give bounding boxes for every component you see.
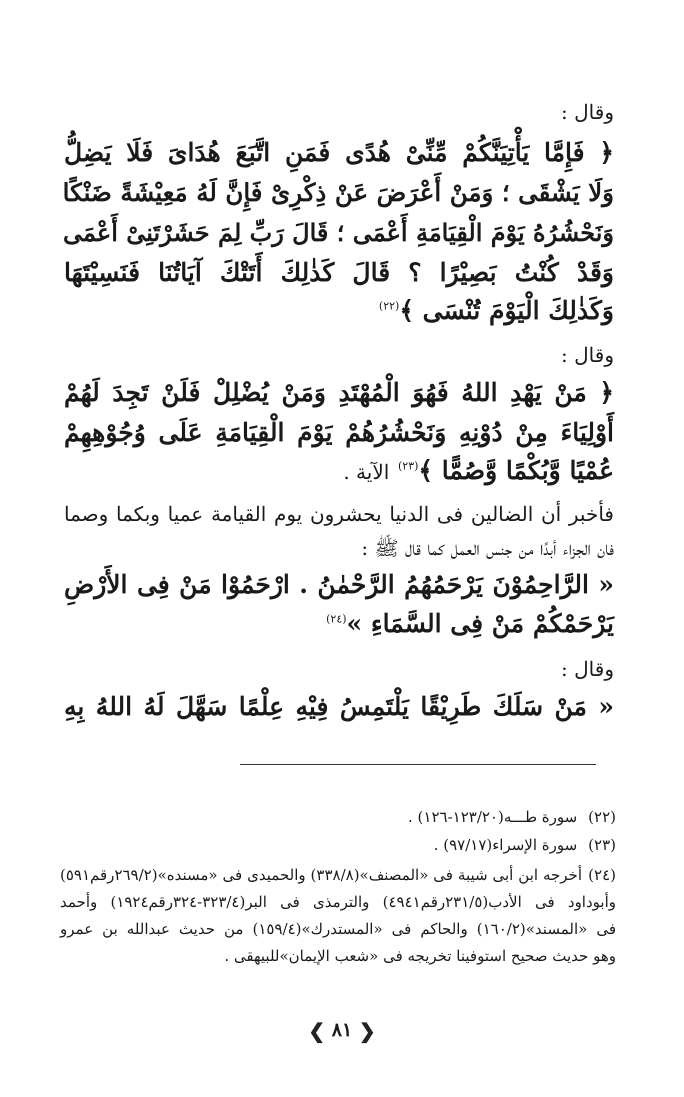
- footnote-number: (٢٤): [588, 866, 616, 884]
- footnote-text-line: أخرجه ابن أبى شيبة فى «المصنف»(٣٣٨/٨) والحميدى فى «مسنده»(٢٦٩/٢رقم٥٩١): [60, 866, 582, 884]
- quran-verse-text: وَكَذٰلِكَ الْيَوْمَ تُنْسَى ﴾: [399, 296, 614, 325]
- quran-verse-text: عُمْيًا وَّبُكْمًا وَّصُمًّا ﴾: [418, 456, 614, 485]
- section-label: وقال :: [561, 343, 614, 367]
- footnote-text-line: فى «المسند»(١٦٠/٢) والحاكم فى «المستدرك»(١٥٩/٤) من حديث عبدالله بن عمرو: [60, 920, 616, 938]
- section-label: وقال :: [561, 100, 614, 124]
- quran-verse-line: ﴿ فَإِمَّا يَأْتِيَنَّكُمْ مِّنِّىْ هُدًى فَمَنِ اتَّبَعَ هُدَاىَ فَلَا يَضِلُّ: [64, 138, 614, 167]
- footnote-reference: (٢٤): [326, 612, 347, 626]
- quran-verse-line: ﴿ مَنْ يَهْدِ اللهُ فَهُوَ الْمُهْتَدِ وَمَنْ يُضْلِلْ فَلَنْ تَجِدَ لَهُمْ: [64, 378, 614, 407]
- quran-verse-line: وَنَحْشُرُهُ يَوْمَ الْقِيَامَةِ أَعْمَى ؛ قَالَ رَبِّ لِمَ حَشَرْتَنِىْ أَعْمَى: [63, 218, 614, 247]
- paragraph-line: فأخبر أن الضالين فى الدنيا يحشرون يوم القيامة عميا وبكما وصما: [64, 502, 614, 526]
- footnote-text: سورة الإسراء(٩٧/١٧) .: [433, 836, 578, 854]
- footnote-text-line: وأبوداود فى الأدب(٢٣١/٥رقم٤٩٤١) والترمذى فى البر(٣٢٣/٤-٣٢٤رقم١٩٢٤) وأحمد: [60, 893, 616, 911]
- hadith-line: « مَنْ سَلَكَ طَرِيْقًا يَلْتَمِسُ فِيْهِ عِلْمًا سَهَّلَ لَهُ اللهُ بِهِ: [64, 692, 614, 721]
- paragraph-line: فان الجزاء أبدًا من جنس العمل كما قال ﷺ :: [361, 536, 614, 560]
- ornament-left-icon: ❮: [308, 1019, 326, 1043]
- page-number: [0, 1019, 684, 1043]
- footnote-number: (٢٣): [588, 836, 616, 854]
- section-label: وقال :: [561, 657, 614, 681]
- hadith-text: يَرْحَمْكُمْ مَنْ فِى السَّمَاءِ »: [346, 609, 614, 638]
- verse-tail: الآية .: [343, 460, 390, 484]
- hadith-line: [64, 609, 614, 638]
- footnote-divider: [240, 764, 596, 765]
- footnote-reference: (٢٣): [398, 459, 419, 473]
- quran-verse-line: وَقَدْ كُنْتُ بَصِيْرًا ؟ قَالَ كَذٰلِكَ أَتَتْكَ آيَاتُنَا فَنَسِيْتَهَا: [64, 258, 614, 287]
- footnote-number: (٢٢): [588, 808, 616, 826]
- footnote-text-line: وهو حديث صحيح استوفينا تخريجه فى «شعب الإيمان»للبيهقى .: [224, 947, 616, 965]
- quran-verse-line: أَوْلِيَاءَ مِنْ دُوْنِهِ وَنَحْشُرُهُمْ يَوْمَ الْقِيَامَةِ عَلَى وُجُوْهِهِمْ: [64, 418, 614, 447]
- hadith-line: « الرَّاحِمُوْنَ يَرْحَمُهُمُ الرَّحْمٰنُ . ارْحَمُوْا مَنْ فِى الأَرْضِ: [64, 570, 614, 599]
- footnote-text: سورة طـــه(١٢٣/٢٠-١٢٦) .: [408, 808, 578, 826]
- quran-verse-line: وَلَا يَشْقَى ؛ وَمَنْ أَعْرَضَ عَنْ ذِكْرِىْ فَإِنَّ لَهُ مَعِيْشَةً ضَنْكًا: [62, 178, 614, 207]
- ornament-right-icon: ❯: [358, 1019, 376, 1043]
- footnote-reference: (٢٢): [378, 299, 400, 313]
- quran-verse-line: [64, 296, 614, 325]
- page-number-text: ٨١: [331, 1019, 353, 1041]
- footnote-23: [60, 836, 616, 854]
- footnote-22: [60, 808, 616, 826]
- quran-verse-line: [64, 456, 614, 485]
